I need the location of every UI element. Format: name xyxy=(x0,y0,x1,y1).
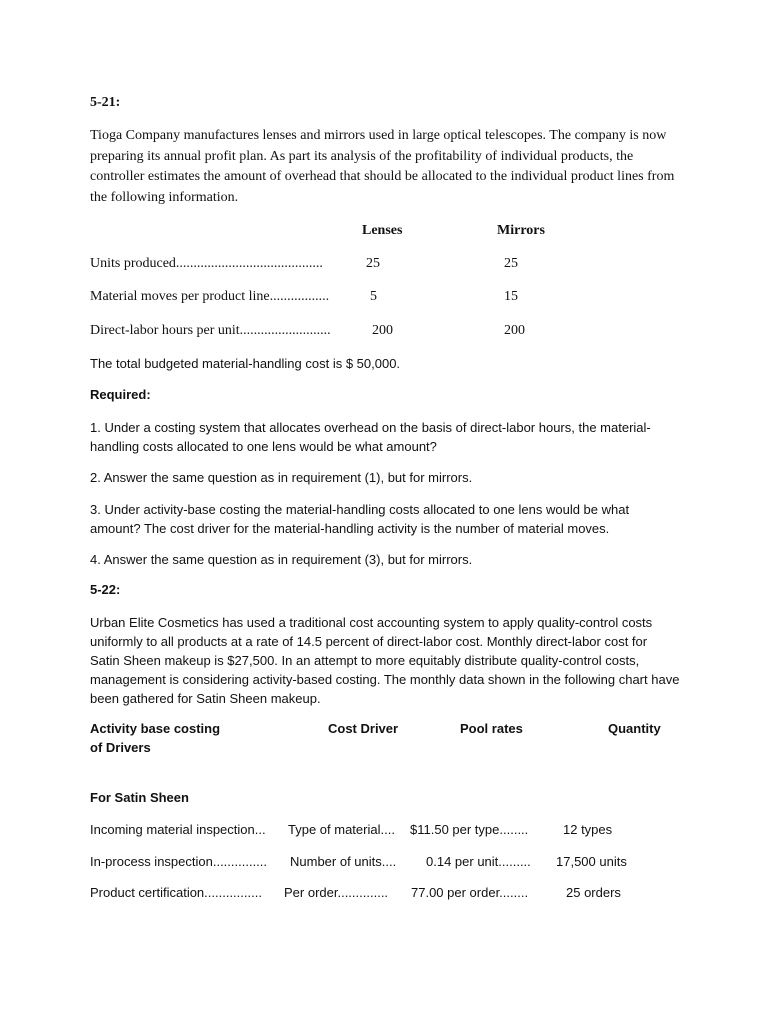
problem-5-22-heading: 5-22: xyxy=(90,582,121,597)
value-mirrors: 200 xyxy=(504,323,525,338)
problem-5-21-intro: Tioga Company manufactures lenses and mirrors used in large optical telescopes. The company is now preparing its annual profit plan. As part its analysis of the profitability of individual products, the controller estimates the amount of overhead that should be allocated to the individual product lines from the following information. xyxy=(90,128,675,205)
activity-cell: In-process inspection............... xyxy=(90,854,268,869)
col-header-cost-driver: Cost Driver xyxy=(328,721,399,736)
activity-cell: Incoming material inspection... xyxy=(90,822,266,837)
col-header-lenses: Lenses xyxy=(362,223,403,238)
question-3: 3. Under activity-base costing the material-handling costs allocated to one lens would be what amount? The cost driver for the material-handling activity is the number of material moves. xyxy=(90,502,630,536)
driver-cell: Number of units.... xyxy=(290,854,397,869)
required-label: Required: xyxy=(90,387,151,402)
question-1: 1. Under a costing system that allocates overhead on the basis of direct-labor hours, the material-handling costs allocated to one lens would be what amount? xyxy=(90,420,651,454)
row-label-material-moves: Material moves per product line................. xyxy=(90,289,330,304)
col-header-quantity: Quantity xyxy=(608,721,661,736)
question-2: 2. Answer the same question as in requirement (1), but for mirrors. xyxy=(90,470,473,485)
col-header-activity: Activity base costing xyxy=(90,721,221,736)
rate-cell: 77.00 per order........ xyxy=(411,885,529,900)
driver-cell: Type of material.... xyxy=(288,822,395,837)
question-4: 4. Answer the same question as in requirement (3), but for mirrors. xyxy=(90,552,473,567)
subheading-satin-sheen: For Satin Sheen xyxy=(90,790,189,805)
total-cost-statement: The total budgeted material-handling cost is $ 50,000. xyxy=(90,356,401,371)
quantity-cell: 12 types xyxy=(563,822,613,837)
value-lenses: 5 xyxy=(370,289,377,304)
activity-cell: Product certification................ xyxy=(90,885,262,900)
value-mirrors: 25 xyxy=(504,256,518,271)
problem-5-21-heading: 5-21: xyxy=(90,95,121,110)
col-header-mirrors: Mirrors xyxy=(497,223,545,238)
value-lenses: 200 xyxy=(372,323,393,338)
row-label-direct-labor-hours: Direct-labor hours per unit.......................... xyxy=(90,323,331,338)
quantity-cell: 25 orders xyxy=(566,885,621,900)
rate-cell: 0.14 per unit......... xyxy=(426,854,531,869)
rate-cell: $11.50 per type........ xyxy=(410,822,529,837)
value-lenses: 25 xyxy=(366,256,380,271)
value-mirrors: 15 xyxy=(504,289,518,304)
problem-5-22-intro: Urban Elite Cosmetics has used a traditional cost accounting system to apply quality-control costs uniformly to all products at a rate of 14.5 percent of direct-labor cost. Monthly direct-labor cost for Satin Sheen makeup is $27,500. In an attempt to more equitably distribute quality-control costs, management is considering activity-based costing. The monthly data shown in the following chart have been gathered for Satin Sheen makeup. xyxy=(90,615,680,706)
col-header-activity-line2: of Drivers xyxy=(90,740,151,755)
row-label-units-produced: Units produced.......................................... xyxy=(90,256,323,271)
driver-cell: Per order.............. xyxy=(284,885,389,900)
col-header-pool-rates: Pool rates xyxy=(460,721,523,736)
quantity-cell: 17,500 units xyxy=(556,854,627,869)
